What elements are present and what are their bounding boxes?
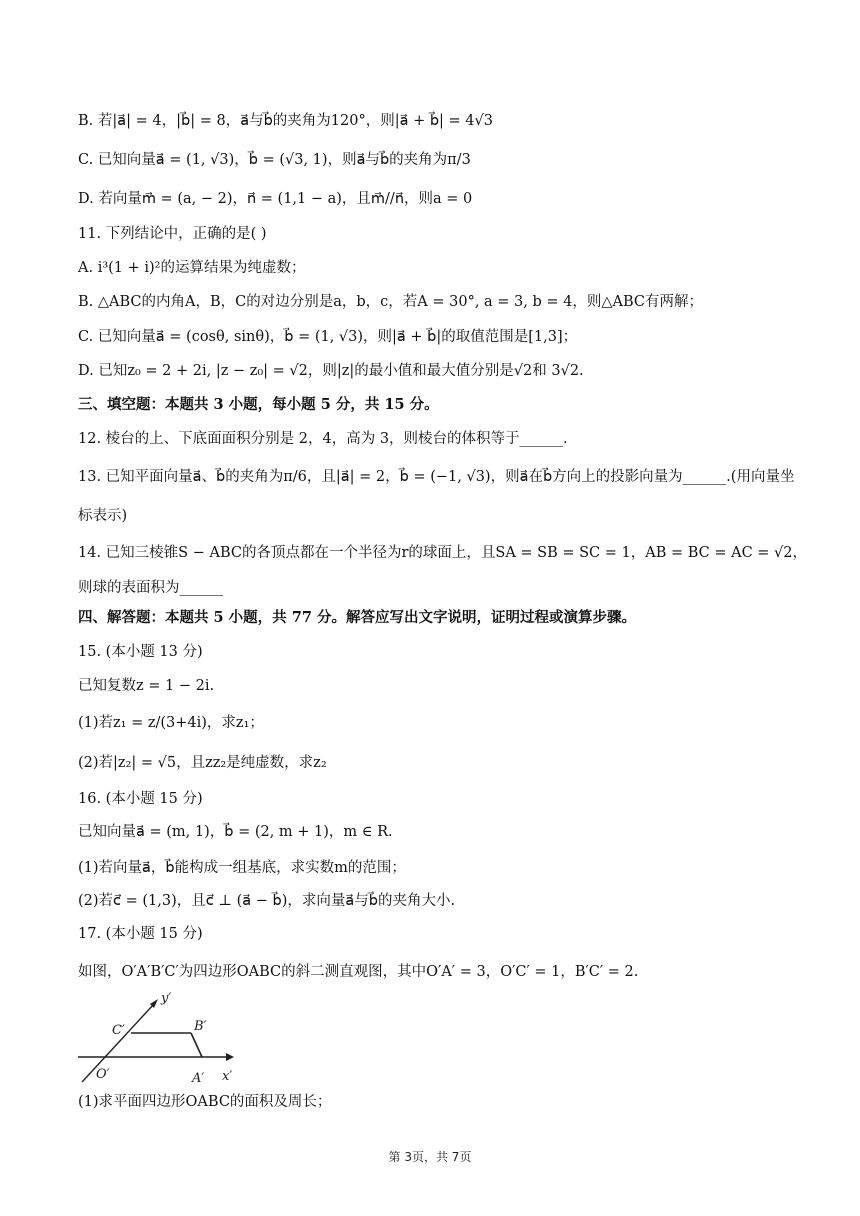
- section-answer-heading: 四、解答题：本题共 5 小题，共 77 分。解答应写出文字说明，证明过程或演算步骤。: [78, 609, 636, 626]
- question-16-part2: (2)若c⃗ = (1,3)，且c⃗ ⊥ (a⃗ − b⃗)，求向量a⃗与b⃗的夹角大小.: [78, 893, 456, 909]
- y-axis-line: [82, 1004, 154, 1082]
- x-axis-arrow: [226, 1053, 234, 1061]
- question-16-header: 16. (本小题 15 分): [78, 791, 203, 807]
- segment-ba: [191, 1033, 202, 1057]
- question-14: 14. 已知三棱锥S − ABC的各顶点都在一个半径为r的球面上，且SA = SB = SC = 1，AB = BC = AC = √2，: [78, 545, 808, 561]
- label-b-prime: B′: [194, 1019, 207, 1034]
- question-17-header: 17. (本小题 15 分): [78, 926, 203, 942]
- option-10d: D. 若向量m⃗ = (a, − 2)，n⃗ = (1,1 − a)，且m⃗//n⃗，则a = 0: [78, 191, 473, 207]
- section-fill-in-heading: 三、填空题：本题共 3 小题，每小题 5 分，共 15 分。: [78, 396, 439, 413]
- figure-svg: [76, 990, 246, 1090]
- question-12: 12. 棱台的上、下底面面积分别是 2，4，高为 3，则棱台的体积等于______.: [78, 431, 568, 447]
- question-15-header: 15. (本小题 13 分): [78, 644, 203, 660]
- page-footer: 第 3页，共 7页: [388, 1150, 472, 1164]
- label-y-prime: y′: [161, 991, 172, 1006]
- option-11b: B. △ABC的内角A，B，C的对边分别是a，b，c，若A = 30°, a = 3, b = 4，则△ABC有两解；: [78, 294, 704, 310]
- option-10c: C. 已知向量a⃗ = (1, √3)，b⃗ = (√3, 1)，则a⃗与b⃗的夹角为π/3: [78, 152, 471, 168]
- question-11: 11. 下列结论中，正确的是( ): [78, 226, 267, 242]
- label-x-prime: x′: [222, 1069, 233, 1084]
- question-17-part1: (1)求平面四边形OABC的面积及周长；: [78, 1094, 332, 1110]
- question-13: 13. 已知平面向量a⃗、b⃗的夹角为π/6，且|a⃗| = 2，b⃗ = (−1, √3)，则a⃗在b⃗方向上的投影向量为______.(用向量坐: [78, 469, 795, 485]
- option-10b: B. 若|a⃗| = 4，|b⃗| = 8，a⃗与b⃗的夹角为120°，则|a⃗ + b⃗| = 4√3: [78, 113, 493, 129]
- question-16-part1: (1)若向量a⃗，b⃗能构成一组基底，求实数m的范围；: [78, 860, 406, 876]
- label-o-prime: O′: [96, 1067, 110, 1082]
- label-c-prime: C′: [112, 1023, 125, 1038]
- question-15-part1: (1)若z₁ = z/(3+4i)，求z₁；: [78, 715, 264, 731]
- option-11c: C. 已知向量a⃗ = (cosθ, sinθ)，b⃗ = (1, √3)，则|a⃗ + b⃗|的取值范围是[1,3]；: [78, 329, 578, 345]
- question-13-continued: 标表示): [78, 508, 128, 524]
- oblique-projection-figure: [76, 990, 246, 1090]
- question-15-part2: (2)若|z₂| = √5，且zz₂是纯虚数，求z₂: [78, 755, 327, 771]
- question-17-stem: 如图，O′A′B′C′为四边形OABC的斜二测直观图，其中O′A′ = 3，O′C′ = 1，B′C′ = 2.: [78, 964, 639, 980]
- option-11a: A. i³(1 + i)²的运算结果为纯虚数；: [78, 260, 306, 276]
- label-a-prime: A′: [192, 1071, 205, 1086]
- question-16-stem: 已知向量a⃗ = (m, 1)，b⃗ = (2, m + 1)，m ∈ R.: [78, 824, 393, 840]
- question-14-continued: 则球的表面积为______: [78, 580, 223, 596]
- question-15-stem: 已知复数z = 1 − 2i.: [78, 678, 215, 694]
- option-11d: D. 已知z₀ = 2 + 2i, |z − z₀| = √2，则|z|的最小值和最大值分别是√2和 3√2.: [78, 363, 584, 379]
